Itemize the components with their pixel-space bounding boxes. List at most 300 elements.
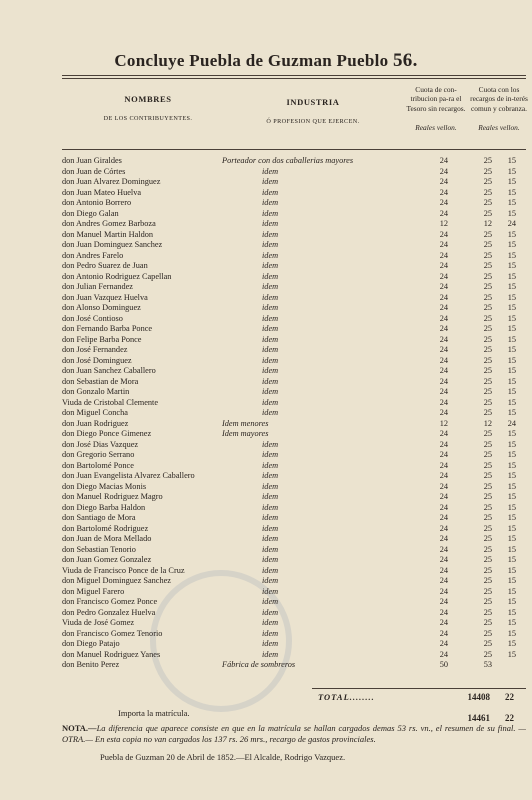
header-bottom-rule	[62, 149, 526, 150]
industry-cell: idem	[262, 166, 279, 176]
quota-base-cell: 24	[439, 376, 448, 386]
industry-cell: idem	[262, 523, 279, 533]
quota-surcharge-fraction-cell: 15	[507, 355, 516, 365]
industry-cell: idem	[262, 366, 279, 375]
contributor-name: don Miguel Concha	[62, 408, 128, 417]
quota-surcharge-fraction-cell: 15	[507, 345, 516, 354]
quota-base-cell: 24	[439, 187, 448, 197]
quota-surcharge-fraction-cell: 15	[507, 460, 516, 470]
industry-cell: idem	[262, 271, 279, 281]
table-row	[0, 534, 532, 545]
header-industry-sub: Ó PROFESION QUE EJERCEN.	[266, 117, 360, 125]
table-row	[0, 282, 532, 293]
quota-surcharge-reales-cell: 25	[483, 282, 492, 291]
contributor-name: don Juan Gomez Gonzalez	[62, 555, 152, 564]
quota-surcharge-reales-cell: 25	[483, 429, 492, 438]
quota-surcharge-reales-cell: 25	[483, 607, 492, 617]
quota-surcharge-fraction-cell: 15	[507, 376, 516, 386]
table-row	[0, 398, 532, 409]
header-col1-unit: Reales vellon.	[415, 122, 457, 132]
table-row	[0, 471, 532, 482]
quota-surcharge-reales-cell: 25	[483, 397, 492, 407]
quota-surcharge-fraction-cell: 15	[507, 429, 516, 438]
contributor-name: don Benito Perez	[62, 660, 120, 669]
quota-base-cell: 24	[439, 565, 448, 575]
quota-surcharge-reales-cell: 25	[483, 649, 492, 659]
quota-base-cell: 24	[439, 366, 448, 375]
table-row	[0, 335, 532, 346]
quota-surcharge-reales-cell: 25	[483, 439, 492, 449]
quota-surcharge-reales-cell: 25	[483, 313, 492, 323]
quota-surcharge-reales-cell: 53	[483, 660, 492, 669]
signature-line: Puebla de Guzman 20 de Abril de 1852.—El Alcalde, Rodrigo Vazquez.	[100, 752, 346, 762]
contributor-name: don José Fernandez	[62, 345, 128, 354]
header-col1-text: Cuota de con-tribucion pa-ra el Tesoro sin recargos.	[406, 85, 466, 113]
quota-surcharge-reales-cell: 25	[483, 240, 492, 249]
industry-cell: Idem mayores	[222, 429, 269, 438]
quota-base-cell: 24	[439, 628, 448, 638]
industry-cell: idem	[262, 471, 279, 480]
quota-base-cell: 24	[439, 177, 448, 186]
quota-surcharge-reales-cell: 25	[483, 345, 492, 354]
contributor-name: don Bartolomé Ponce	[62, 460, 134, 470]
quota-surcharge-reales-cell: 25	[483, 639, 492, 648]
industry-cell: idem	[262, 355, 279, 365]
contributor-name: don Alonso Dominguez	[62, 303, 141, 312]
header-col1	[404, 85, 468, 132]
industry-cell: idem	[262, 177, 279, 186]
table-row	[0, 429, 532, 440]
industry-cell: Porteador con dos caballerias mayores	[222, 156, 354, 165]
quota-surcharge-reales-cell: 25	[483, 292, 492, 302]
quota-surcharge-fraction-cell: 15	[507, 439, 516, 449]
quota-base-cell: 24	[439, 345, 448, 354]
table-row	[0, 293, 532, 304]
contributor-name: don Sebastian Tenorio	[62, 544, 136, 554]
table-row	[0, 261, 532, 272]
contributor-name: don Juan Giraldes	[62, 156, 122, 165]
quota-base-cell: 24	[439, 471, 448, 480]
industry-cell: idem	[262, 397, 279, 407]
quota-surcharge-fraction-cell: 15	[507, 607, 516, 617]
industry-cell: idem	[262, 544, 279, 554]
industry-cell: idem	[262, 229, 279, 239]
quota-base-cell: 24	[439, 450, 448, 459]
quota-surcharge-fraction-cell: 15	[507, 639, 516, 648]
contributor-name: don José Contioso	[62, 313, 123, 323]
contributor-name: don Pedro Suarez de Juan	[62, 261, 148, 270]
industry-cell: idem	[262, 565, 279, 575]
contributor-name: don Juan Alvarez Dominguez	[62, 177, 161, 186]
quota-base-cell: 24	[439, 481, 448, 491]
table-row	[0, 272, 532, 283]
industry-cell: idem	[262, 313, 279, 323]
quota-base-cell: 24	[439, 607, 448, 617]
page-title	[0, 50, 532, 72]
contributor-name: don Diego Patajo	[62, 639, 120, 648]
quota-base-cell: 24	[439, 240, 448, 249]
contributor-name: don Andres Farelo	[62, 250, 124, 260]
quota-base-cell: 24	[439, 618, 448, 627]
quota-surcharge-fraction-cell: 24	[507, 219, 516, 228]
contributor-name: don Fernando Barba Ponce	[62, 324, 153, 333]
quota-surcharge-fraction-cell: 15	[507, 282, 516, 291]
quota-surcharge-fraction-cell: 15	[507, 597, 516, 606]
importa-label: Importa la matrícula.	[118, 708, 190, 718]
quota-surcharge-reales-cell: 25	[483, 229, 492, 239]
quota-surcharge-reales-cell: 25	[483, 187, 492, 197]
contributor-name: don Diego Galan	[62, 208, 119, 218]
quota-surcharge-fraction-cell: 15	[507, 387, 516, 396]
quota-surcharge-reales-cell: 25	[483, 271, 492, 281]
header-names-title: NOMBRES	[124, 94, 172, 104]
contributor-name: Viuda de José Gomez	[62, 618, 135, 627]
table-row	[0, 209, 532, 220]
table-row	[0, 524, 532, 535]
table-row	[0, 419, 532, 430]
quota-base-cell: 24	[439, 271, 448, 281]
quota-surcharge-fraction-cell: 15	[507, 187, 516, 197]
industry-cell: idem	[262, 649, 279, 659]
header-industry-title: INDUSTRIA	[286, 97, 340, 107]
quota-surcharge-fraction-cell: 15	[507, 450, 516, 459]
table-row	[0, 513, 532, 524]
quota-base-cell: 24	[439, 460, 448, 470]
quota-base-cell: 24	[439, 534, 448, 543]
header-names-sub: DE LOS CONTRIBUYENTES.	[103, 114, 193, 122]
quota-surcharge-fraction-cell: 15	[507, 628, 516, 638]
industry-cell: idem	[262, 198, 279, 207]
quota-surcharge-reales-cell: 25	[483, 460, 492, 470]
table-row	[0, 618, 532, 629]
quota-surcharge-reales-cell: 25	[483, 523, 492, 533]
industry-cell: idem	[262, 303, 279, 312]
table-row	[0, 587, 532, 598]
quota-surcharge-reales-cell: 12	[483, 219, 492, 228]
table-row	[0, 230, 532, 241]
quota-surcharge-reales-cell: 25	[483, 481, 492, 491]
quota-surcharge-fraction-cell: 15	[507, 177, 516, 186]
quota-base-cell: 24	[439, 387, 448, 396]
quota-surcharge-fraction-cell: 15	[507, 492, 516, 501]
contributor-name: don Sebastian de Mora	[62, 376, 139, 386]
quota-base-cell: 24	[439, 261, 448, 270]
contributor-name: don Manuel Martin Haldon	[62, 229, 154, 239]
contributor-name: don Juan Mateo Huelva	[62, 187, 142, 197]
quota-base-cell: 24	[439, 313, 448, 323]
table-row	[0, 387, 532, 398]
contributor-name: don Juan de Córtes	[62, 166, 126, 176]
quota-surcharge-fraction-cell: 15	[507, 208, 516, 218]
quota-surcharge-reales-cell: 25	[483, 387, 492, 396]
header-top-rule	[62, 75, 526, 76]
contributor-name: don Antonio Borrero	[62, 198, 132, 207]
quota-base-cell: 24	[439, 166, 448, 176]
contributor-name: don José Dias Vazquez	[62, 439, 139, 449]
quota-surcharge-fraction-cell: 15	[507, 324, 516, 333]
contributor-name: don Juan Dominguez Sanchez	[62, 240, 163, 249]
quota-surcharge-reales-cell: 25	[483, 471, 492, 480]
quota-surcharge-fraction-cell: 15	[507, 240, 516, 249]
quota-base-cell: 24	[439, 492, 448, 501]
quota-surcharge-reales-cell: 25	[483, 355, 492, 365]
table-row	[0, 629, 532, 640]
contributor-name: Viuda de Francisco Ponce de la Cruz	[62, 565, 185, 575]
quota-surcharge-fraction-cell: 15	[507, 261, 516, 270]
table-row	[0, 303, 532, 314]
industry-cell: idem	[262, 408, 279, 417]
contributor-name: don Julian Fernandez	[62, 282, 133, 291]
industry-cell: idem	[262, 439, 279, 449]
quota-surcharge-reales-cell: 25	[483, 334, 492, 344]
industry-cell: idem	[262, 513, 279, 522]
header-industry	[238, 97, 388, 125]
quota-surcharge-reales-cell: 25	[483, 597, 492, 606]
quota-surcharge-fraction-cell: 15	[507, 397, 516, 407]
quota-surcharge-reales-cell: 25	[483, 324, 492, 333]
quota-surcharge-reales-cell: 25	[483, 544, 492, 554]
table-row	[0, 251, 532, 262]
table-row	[0, 177, 532, 188]
contributors-table	[0, 156, 532, 671]
quota-surcharge-reales-cell: 25	[483, 166, 492, 176]
contributor-name: don Juan Evangelista Alvarez Caballero	[62, 471, 195, 480]
quota-base-cell: 24	[439, 408, 448, 417]
header-col2	[468, 85, 530, 132]
quota-surcharge-reales-cell: 25	[483, 408, 492, 417]
quota-surcharge-reales-cell: 25	[483, 586, 492, 596]
quota-base-cell: 24	[439, 355, 448, 365]
quota-base-cell: 24	[439, 303, 448, 312]
quota-surcharge-fraction-cell: 15	[507, 513, 516, 522]
quota-surcharge-reales-cell: 25	[483, 565, 492, 575]
industry-cell: idem	[262, 586, 279, 596]
quota-base-cell: 24	[439, 502, 448, 512]
quota-surcharge-fraction-cell: 15	[507, 366, 516, 375]
industry-cell: idem	[262, 450, 279, 459]
quota-surcharge-fraction-cell: 15	[507, 534, 516, 543]
contributor-name: don Gregorio Serrano	[62, 450, 135, 459]
quota-surcharge-reales-cell: 25	[483, 261, 492, 270]
table-row	[0, 566, 532, 577]
importa-value-b: 22	[505, 713, 514, 723]
quota-surcharge-reales-cell: 25	[483, 250, 492, 260]
quota-base-cell: 24	[439, 397, 448, 407]
footnote	[62, 723, 526, 745]
industry-cell: idem	[262, 282, 279, 291]
industry-cell: idem	[262, 261, 279, 270]
total-label: TOTAL........	[318, 692, 375, 702]
quota-base-cell: 24	[439, 208, 448, 218]
footnote-lead: NOTA.—	[62, 723, 97, 733]
industry-cell: idem	[262, 628, 279, 638]
table-row	[0, 545, 532, 556]
header-col2-text: Cuota con los recargos de in-terés comun y cobranza.	[470, 85, 528, 113]
quota-base-cell: 24	[439, 229, 448, 239]
industry-cell: idem	[262, 376, 279, 386]
table-row	[0, 156, 532, 167]
table-row	[0, 377, 532, 388]
total-value-a: 14408	[467, 692, 490, 702]
total-value-b: 22	[505, 692, 514, 702]
quota-base-cell: 24	[439, 586, 448, 596]
table-row	[0, 198, 532, 209]
table-row	[0, 482, 532, 493]
industry-cell: idem	[262, 345, 279, 354]
quota-surcharge-fraction-cell: 15	[507, 618, 516, 627]
quota-surcharge-fraction-cell: 15	[507, 334, 516, 344]
table-row	[0, 219, 532, 230]
quota-base-cell: 12	[439, 418, 448, 428]
table-row	[0, 345, 532, 356]
quota-surcharge-reales-cell: 25	[483, 555, 492, 564]
industry-cell: idem	[262, 219, 279, 228]
industry-cell: idem	[262, 387, 279, 396]
industry-cell: idem	[262, 292, 279, 302]
quota-surcharge-fraction-cell: 15	[507, 481, 516, 491]
table-row	[0, 366, 532, 377]
table-row	[0, 597, 532, 608]
contributor-name: don Manuel Rodriguez Magro	[62, 492, 163, 501]
quota-base-cell: 24	[439, 282, 448, 291]
quota-surcharge-fraction-cell: 15	[507, 156, 516, 165]
footnote-text: La diferencia que aparece consiste en que en la matrícula se hallan cargados demas 53 rs. vn., el resumen de su final. —OTRA.— En esta copia no van cargados los 137 rs. 26 mrs., recargo de gastos provinciales.	[62, 723, 526, 744]
table-row	[0, 576, 532, 587]
quota-surcharge-fraction-cell: 15	[507, 471, 516, 480]
contributor-name: don Diego Barba Haldon	[62, 502, 146, 512]
contributor-name: don José Dominguez	[62, 355, 132, 365]
quota-surcharge-fraction-cell: 15	[507, 229, 516, 239]
industry-cell: idem	[262, 534, 279, 543]
title-number: 56.	[392, 50, 418, 71]
quota-base-cell: 24	[439, 324, 448, 333]
table-row	[0, 408, 532, 419]
quota-surcharge-fraction-cell: 15	[507, 586, 516, 596]
contributor-name: don Bartolomé Rodriguez	[62, 523, 149, 533]
quota-surcharge-fraction-cell: 15	[507, 408, 516, 417]
quota-surcharge-fraction-cell: 15	[507, 555, 516, 564]
table-row	[0, 492, 532, 503]
header-col2-unit: Reales vellon.	[478, 122, 520, 132]
quota-surcharge-reales-cell: 25	[483, 156, 492, 165]
contributor-name: don Juan Rodriguez	[62, 418, 129, 428]
table-row	[0, 450, 532, 461]
quota-surcharge-reales-cell: 25	[483, 534, 492, 543]
quota-surcharge-reales-cell: 25	[483, 177, 492, 186]
header-names	[88, 94, 208, 122]
industry-cell: idem	[262, 460, 279, 470]
quota-surcharge-fraction-cell: 15	[507, 565, 516, 575]
industry-cell: idem	[262, 576, 279, 585]
industry-cell: idem	[262, 324, 279, 333]
quota-base-cell: 24	[439, 156, 448, 165]
quota-surcharge-reales-cell: 12	[483, 418, 492, 428]
table-row	[0, 314, 532, 325]
contributor-name: don Antonio Rodriguez Capellan	[62, 271, 172, 281]
quota-base-cell: 24	[439, 544, 448, 554]
industry-cell: idem	[262, 639, 279, 648]
industry-cell: idem	[262, 597, 279, 606]
table-row	[0, 650, 532, 661]
industry-cell: idem	[262, 492, 279, 501]
header-top-rule-2	[62, 78, 526, 79]
industry-cell: idem	[262, 187, 279, 197]
quota-surcharge-fraction-cell: 15	[507, 649, 516, 659]
quota-base-cell: 50	[439, 660, 448, 669]
quota-surcharge-reales-cell: 25	[483, 366, 492, 375]
total-rule	[312, 688, 526, 689]
contributor-name: don Diego Macias Monis	[62, 481, 147, 491]
table-row	[0, 324, 532, 335]
quota-base-cell: 24	[439, 292, 448, 302]
industry-cell: Idem menores	[222, 418, 269, 428]
quota-base-cell: 24	[439, 639, 448, 648]
quota-surcharge-reales-cell: 25	[483, 492, 492, 501]
industry-cell: idem	[262, 607, 279, 617]
contributor-name: don Miguel Dominguez Sanchez	[62, 576, 171, 585]
quota-surcharge-reales-cell: 25	[483, 376, 492, 386]
industry-cell: idem	[262, 250, 279, 260]
quota-surcharge-reales-cell: 25	[483, 628, 492, 638]
quota-surcharge-reales-cell: 25	[483, 618, 492, 627]
quota-base-cell: 24	[439, 555, 448, 564]
quota-base-cell: 24	[439, 334, 448, 344]
industry-cell: Fábrica de sombreros	[222, 660, 296, 669]
quota-surcharge-fraction-cell: 24	[507, 418, 516, 428]
quota-base-cell: 24	[439, 649, 448, 659]
table-row	[0, 461, 532, 472]
contributor-name: don Manuel Rodriguez Yanes	[62, 649, 161, 659]
title-main: Concluye Puebla de Guzman Pueblo	[114, 51, 389, 70]
contributor-name: don Santiago de Mora	[62, 513, 136, 522]
quota-surcharge-fraction-cell: 15	[507, 250, 516, 260]
industry-cell: idem	[262, 334, 279, 344]
contributor-name: don Juan Sanchez Caballero	[62, 366, 156, 375]
contributor-name: don Juan Vazquez Huelva	[62, 292, 148, 302]
industry-cell: idem	[262, 481, 279, 491]
quota-surcharge-fraction-cell: 15	[507, 523, 516, 533]
contributor-name: don Diego Ponce Gimenez	[62, 429, 152, 438]
industry-cell: idem	[262, 502, 279, 512]
quota-surcharge-fraction-cell: 15	[507, 198, 516, 207]
contributor-name: Viuda de Cristobal Clemente	[62, 397, 159, 407]
quota-surcharge-fraction-cell: 15	[507, 166, 516, 176]
contributor-name: don Andres Gomez Barboza	[62, 219, 156, 228]
quota-surcharge-reales-cell: 25	[483, 502, 492, 512]
industry-cell: idem	[262, 240, 279, 249]
contributor-name: don Felipe Barba Ponce	[62, 334, 142, 344]
contributor-name: don Francisco Gomez Ponce	[62, 597, 158, 606]
quota-surcharge-fraction-cell: 15	[507, 576, 516, 585]
quota-base-cell: 24	[439, 250, 448, 260]
table-row	[0, 356, 532, 367]
table-row	[0, 660, 532, 671]
quota-surcharge-reales-cell: 25	[483, 513, 492, 522]
contributor-name: don Miguel Farero	[62, 586, 125, 596]
table-row	[0, 608, 532, 619]
importa-value-a: 14461	[467, 713, 490, 723]
contributor-name: don Gonzalo Martin	[62, 387, 130, 396]
quota-surcharge-reales-cell: 25	[483, 576, 492, 585]
quota-base-cell: 24	[439, 523, 448, 533]
contributor-name: don Francisco Gomez Tenorio	[62, 628, 163, 638]
industry-cell: idem	[262, 208, 279, 218]
quota-base-cell: 24	[439, 513, 448, 522]
quota-surcharge-fraction-cell: 15	[507, 502, 516, 512]
contributor-name: don Pedro Gonzalez Huelva	[62, 607, 156, 617]
industry-cell: idem	[262, 618, 279, 627]
industry-cell: idem	[262, 555, 279, 564]
